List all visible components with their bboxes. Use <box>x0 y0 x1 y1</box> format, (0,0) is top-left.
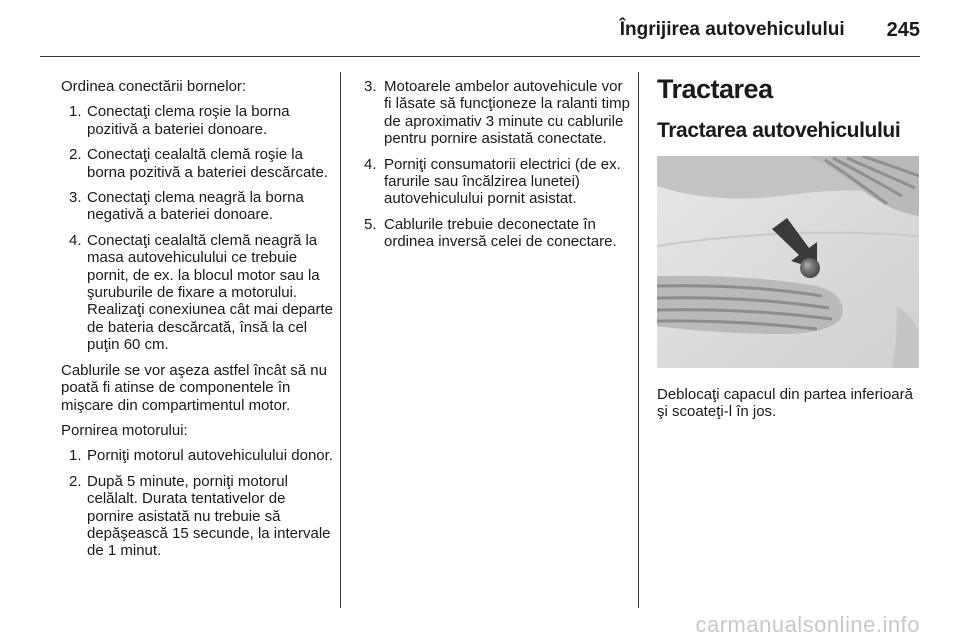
list-item: 2. După 5 minute, porniţi motorul celălalt. Durata tentativelor de pornire asistată nu trebuie să depăşească 15 secunde, la intervale de 1 minut. <box>69 472 331 560</box>
photo-caption: Deblocaţi capacul din partea inferioară şi scoateţi-l în jos. <box>657 386 913 421</box>
page-number: 245 <box>886 18 920 41</box>
connection-order-intro: Ordinea conectării bornelor: <box>61 78 247 95</box>
section-heading: Tractarea <box>657 74 773 104</box>
list-item: 4. Porniţi consumatorii electrici (de ex. farurile sau încălzirea lunetei) autovehiculului pornit asistat. <box>364 155 621 208</box>
column-1 <box>61 78 333 568</box>
list-item: 1. Conectaţi clema roşie la borna pozitivă a bateriei donoare. <box>69 103 290 138</box>
list-item: 1. Porniţi motorul autovehiculului donor. <box>69 447 333 465</box>
bumper-photo <box>657 156 919 368</box>
connection-steps <box>61 103 333 353</box>
list-item: 3. Motoarele ambelor autovehicule vor fi lăsate să funcţioneze la ralanti timp de aproximativ 3 minute cu cablurile pentru pornire asistată conectate. <box>364 78 630 148</box>
towing-eye-cover <box>800 258 820 278</box>
bumper-illustration <box>657 156 919 368</box>
start-engine-intro: Pornirea motorului: <box>61 421 188 439</box>
header-rule <box>40 56 920 57</box>
cables-note: Cablurile se vor aşeza astfel încât să nu poată fi atinse de componentele în mişcare din compartimentul motor. <box>61 361 327 414</box>
subsection-heading: Tractarea autovehiculului <box>657 119 901 142</box>
list-item: 4. Conectaţi cealaltă clemă neagră la masa autovehiculului ce trebuie pornit, de ex. la blocul motor sau la şuruburile de fixare a motorului. Realizaţi conexiunea cât mai departe de bateria descărcată, însă la cel puţin 60 cm. <box>69 231 333 354</box>
column-divider-1 <box>340 72 341 608</box>
chapter-title: Îngrijirea autovehiculului <box>619 19 845 40</box>
list-item: 3. Conectaţi clema neagră la borna negativă a bateriei donoare. <box>69 189 304 224</box>
start-steps <box>61 447 333 559</box>
page-header <box>40 10 920 50</box>
column-3 <box>657 72 922 429</box>
column-divider-2 <box>638 72 639 608</box>
list-item: 2. Conectaţi cealaltă clemă roşie la borna pozitivă a bateriei descărcate. <box>69 146 328 181</box>
continued-steps <box>362 78 630 251</box>
watermark: carmanualsonline.info <box>695 612 920 637</box>
list-item: 5. Cablurile trebuie deconectate în ordinea inversă celei de conectare. <box>364 215 617 251</box>
column-2 <box>362 78 630 259</box>
